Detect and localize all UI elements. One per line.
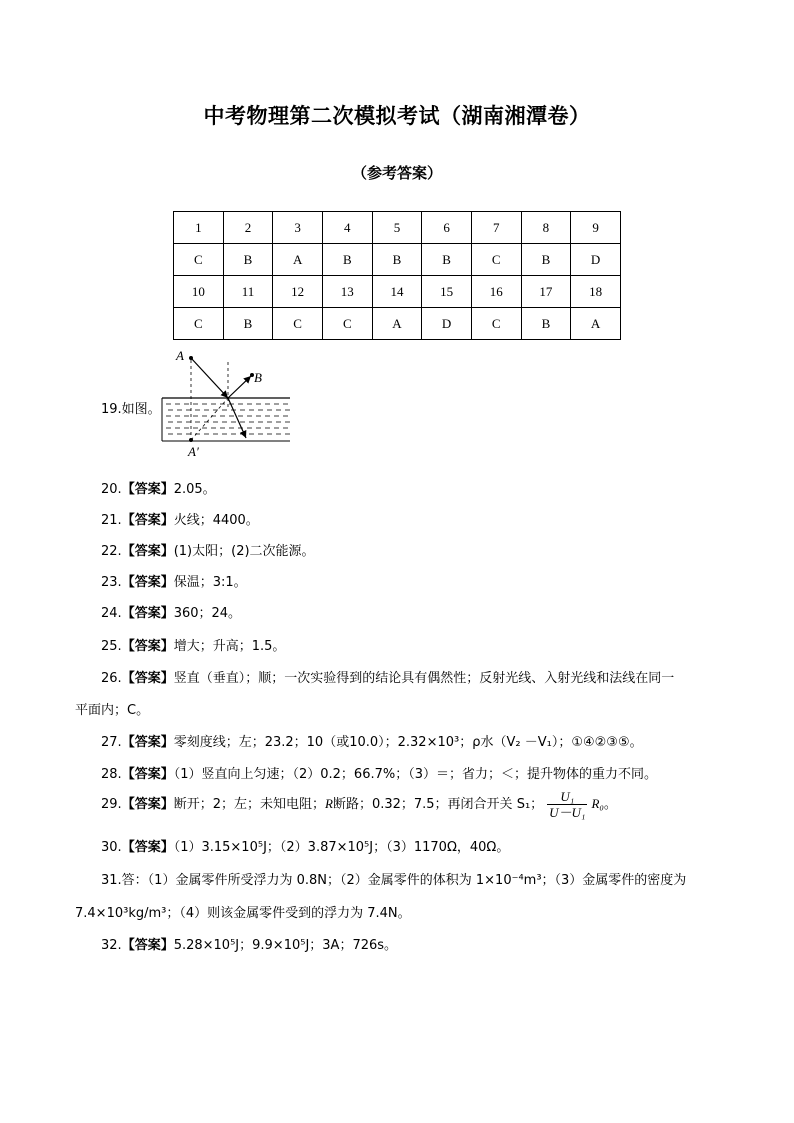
- label-a-prime: A′: [188, 444, 199, 458]
- q19-text: 19.如图。: [101, 402, 161, 417]
- refracted-ray: [228, 398, 246, 438]
- q29-frac-den: U－U₁: [549, 805, 586, 820]
- q31-line-2: [75, 902, 411, 921]
- answer-table-row: [174, 276, 621, 308]
- answer-table-cell: 3: [273, 212, 323, 244]
- q28-line: [101, 763, 657, 782]
- answer-table-cell: C: [273, 308, 323, 340]
- answer-table-cell: B: [422, 244, 472, 276]
- answer-table-cell: 7: [471, 212, 521, 244]
- q23-text: 保温；3:1。: [173, 575, 247, 590]
- q20-num: 20.: [101, 482, 122, 497]
- answer-table-cell: D: [571, 244, 621, 276]
- q23-tag: 【答案】: [121, 575, 174, 590]
- answer-table-row: [174, 212, 621, 244]
- q29-line: [101, 789, 617, 820]
- q24-num: 24.: [101, 606, 122, 621]
- q27-tag: 【答案】: [121, 735, 174, 750]
- answer-table-row: [174, 244, 621, 276]
- answer-table-cell: 18: [571, 276, 621, 308]
- q27-num: 27.: [101, 735, 122, 750]
- q29-num: 29.: [101, 797, 122, 812]
- label-a: A: [176, 348, 184, 363]
- q20-line: [101, 478, 216, 497]
- answer-table-cell: 10: [174, 276, 224, 308]
- q32-tag: 【答案】: [121, 938, 174, 953]
- q29-text-a: 断开；2；左；未知电阻；: [173, 797, 325, 812]
- q30-num: 30.: [101, 840, 122, 855]
- q20-tag: 【答案】: [121, 482, 174, 497]
- answer-table-cell: A: [571, 308, 621, 340]
- answer-table-cell: 16: [471, 276, 521, 308]
- q28-tag: 【答案】: [121, 767, 174, 782]
- q27-line: [101, 731, 643, 750]
- q25-text: 增大；升高；1.5。: [173, 639, 286, 654]
- answer-table-cell: B: [521, 308, 571, 340]
- q29-tag: 【答案】: [121, 797, 174, 812]
- answer-table-cell: 11: [223, 276, 273, 308]
- q25-num: 25.: [101, 639, 122, 654]
- answer-table-cell: 8: [521, 212, 571, 244]
- q28-num: 28.: [101, 767, 122, 782]
- answer-table-cell: 17: [521, 276, 571, 308]
- answer-table-cell: A: [273, 244, 323, 276]
- q29-r-symbol: R: [324, 796, 333, 811]
- q27-text: 零刻度线；左；23.2；10（或10.0）；2.32×10³；ρ水（V₂ －V₁）；①④②③⑤。: [173, 735, 643, 750]
- answer-table-cell: 12: [273, 276, 323, 308]
- q21-num: 21.: [101, 513, 122, 528]
- answer-table-cell: 6: [422, 212, 472, 244]
- answer-table-cell: 2: [223, 212, 273, 244]
- q28-text: （1）竖直向上匀速；（2）0.2；66.7%；（3）＝；省力；＜；提升物体的重力不同。: [173, 767, 657, 782]
- q29-frac-num: U₁: [547, 789, 587, 805]
- q21-line: [101, 509, 259, 528]
- q26-line: [101, 667, 674, 686]
- q21-text: 火线；4400。: [173, 513, 259, 528]
- q26-line-2: [75, 699, 149, 718]
- answer-table-cell: C: [174, 308, 224, 340]
- q20-text: 2.05。: [173, 482, 216, 497]
- q32-text: 5.28×10⁵J；9.9×10⁵J；3A；726s。: [173, 938, 398, 953]
- q29-r0: R₀: [591, 796, 604, 811]
- reflection-diagram: [156, 348, 296, 458]
- q24-tag: 【答案】: [121, 606, 174, 621]
- q25-tag: 【答案】: [121, 639, 174, 654]
- answer-table-cell: B: [223, 244, 273, 276]
- page-subtitle: （参考答案）: [351, 164, 442, 182]
- q26-text-2: 平面内；C。: [75, 703, 150, 718]
- answer-table-cell: B: [372, 244, 422, 276]
- q25-line: [101, 635, 285, 654]
- q31-text: 31.答：（1）金属零件所受浮力为 0.8N；（2）金属零件的体积为 1×10⁻⁴m³；（3）金属零件的密度为: [101, 873, 687, 888]
- answer-table-cell: B: [322, 244, 372, 276]
- q24-line: [101, 602, 241, 621]
- q32-line: [101, 934, 397, 953]
- answer-table-cell: C: [471, 308, 521, 340]
- q21-tag: 【答案】: [121, 513, 174, 528]
- answer-table-cell: D: [422, 308, 472, 340]
- answer-table-cell: C: [174, 244, 224, 276]
- answer-table-cell: B: [223, 308, 273, 340]
- answer-table: [173, 211, 621, 340]
- q23-line: [101, 571, 247, 590]
- water-hatching: [166, 404, 290, 434]
- q26-tag: 【答案】: [121, 671, 174, 686]
- answer-table-cell: A: [372, 308, 422, 340]
- q26-text: 竖直（垂直）；顺；一次实验得到的结论具有偶然性；反射光线、入射光线和法线在同一: [173, 671, 675, 686]
- q24-text: 360；24。: [173, 606, 242, 621]
- q29-fraction: [547, 789, 587, 820]
- answer-table-cell: C: [471, 244, 521, 276]
- answer-table-cell: 9: [571, 212, 621, 244]
- answer-table-row: [174, 308, 621, 340]
- answer-table-cell: 5: [372, 212, 422, 244]
- q31-text-2: 7.4×10³kg/m³；（4）则该金属零件受到的浮力为 7.4N。: [75, 906, 411, 921]
- label-b: B: [254, 370, 262, 385]
- q29-text-b: 断路；0.32；7.5；再闭合开关 S₁；: [332, 797, 544, 812]
- q22-tag: 【答案】: [121, 544, 174, 559]
- q31-line: [101, 869, 686, 888]
- q30-text: （1）3.15×10⁵J；（2）3.87×10⁵J；（3）1170Ω，40Ω。: [173, 840, 510, 855]
- q22-num: 22.: [101, 544, 122, 559]
- answer-table-cell: 13: [322, 276, 372, 308]
- q22-text: (1)太阳；(2)二次能源。: [173, 544, 315, 559]
- q19-line: [101, 398, 161, 417]
- q22-line: [101, 540, 315, 559]
- incident-ray: [191, 358, 228, 398]
- q30-line: [101, 836, 509, 855]
- page-title: 中考物理第二次模拟考试（湖南湘潭卷）: [203, 104, 591, 128]
- answer-table-cell: 15: [422, 276, 472, 308]
- q30-tag: 【答案】: [121, 840, 174, 855]
- q29-end: 。: [603, 797, 617, 812]
- q32-num: 32.: [101, 938, 122, 953]
- answer-table-cell: 14: [372, 276, 422, 308]
- q23-num: 23.: [101, 575, 122, 590]
- answer-table-cell: B: [521, 244, 571, 276]
- answer-table-cell: 4: [322, 212, 372, 244]
- answer-table-cell: C: [322, 308, 372, 340]
- q26-num: 26.: [101, 671, 122, 686]
- reflected-ray: [228, 376, 251, 398]
- answer-table-cell: 1: [174, 212, 224, 244]
